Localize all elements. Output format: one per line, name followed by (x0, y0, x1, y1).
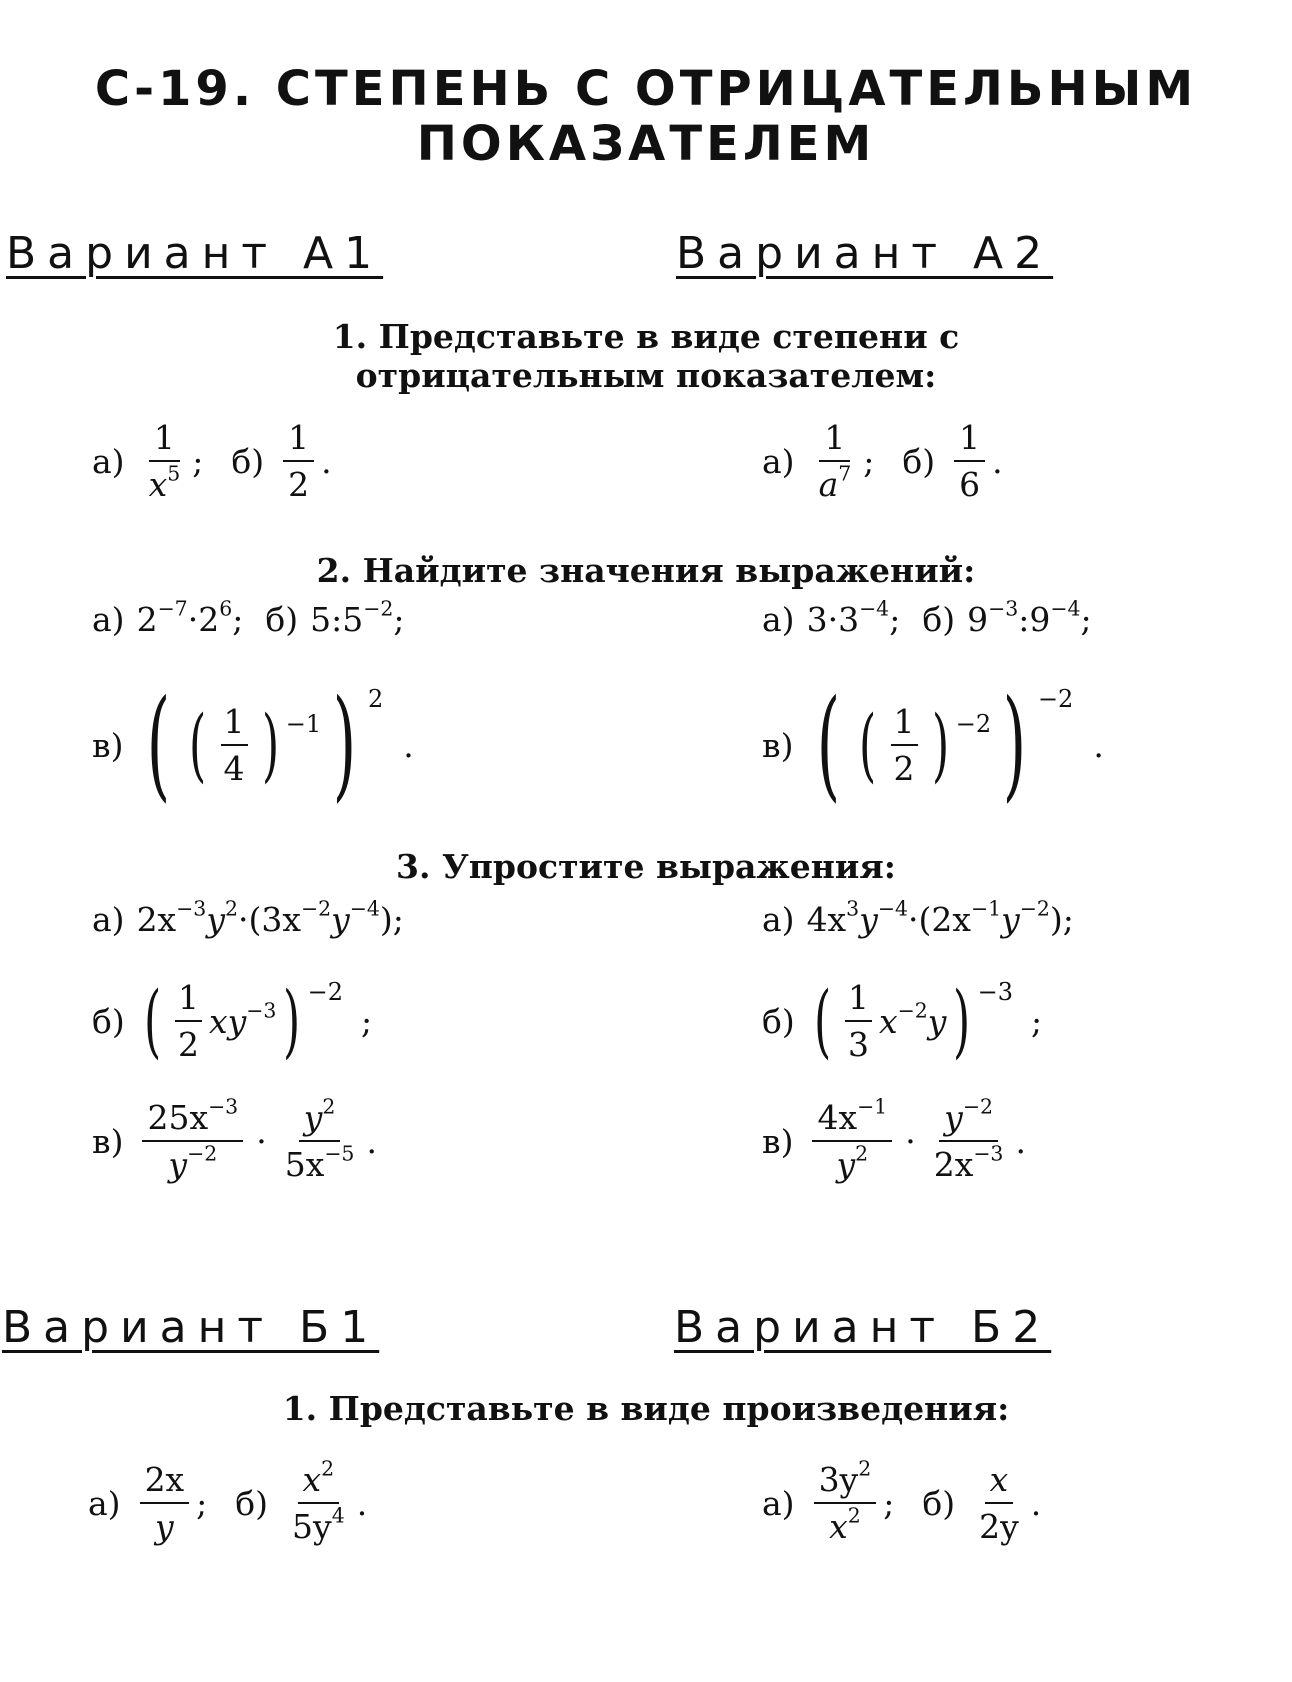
numerator: $y^{-2}$ (939, 1098, 998, 1142)
term: $(2x^{-1}y^{-2})$ (918, 896, 1063, 939)
numerator: $y^2$ (299, 1098, 341, 1142)
dot-operator: · (907, 900, 919, 939)
numerator: 1 (221, 702, 248, 746)
denominator: $5y^4$ (292, 1503, 345, 1546)
a1-task3-b (92, 962, 372, 1080)
numerator: $x^2$ (298, 1460, 340, 1504)
term: 5 (310, 600, 332, 639)
denominator: $y^2$ (836, 1141, 869, 1184)
period: . (1015, 1121, 1026, 1161)
left-paren: ( (813, 974, 831, 1067)
right-paren: ) (931, 698, 949, 791)
task-1-heading (0, 318, 1292, 396)
variant-b1-heading: Вариант Б1 (2, 1302, 380, 1353)
task-1-line-2: отрицательным показателем: (355, 355, 937, 395)
a2-task3-a (762, 896, 1074, 939)
variant-a2-heading: Вариант А2 (676, 228, 1054, 279)
label-a: а) (762, 900, 795, 939)
exponent: −1 (285, 710, 322, 738)
label-b: б) (235, 1483, 269, 1523)
fraction (954, 418, 985, 504)
b2-task1-expression (762, 1456, 1042, 1546)
left-paren: ( (859, 698, 877, 791)
a2-task2-v (762, 670, 1104, 820)
period: . (992, 441, 1003, 481)
fraction (891, 702, 918, 788)
fraction (280, 1094, 360, 1184)
semicolon: ; (889, 600, 901, 639)
numerator: 1 (175, 978, 202, 1022)
fraction (974, 1460, 1024, 1546)
fraction (283, 418, 314, 504)
left-paren: ( (147, 675, 171, 814)
nested-power (135, 675, 384, 814)
semicolon: ; (863, 441, 875, 481)
semicolon: ; (392, 900, 404, 939)
term: $3^{-4}$ (838, 596, 890, 639)
denominator: $x^5$ (148, 461, 181, 504)
semicolon: ; (1062, 900, 1074, 939)
left-paren: ( (143, 974, 161, 1067)
exponent: −2 (1037, 685, 1074, 713)
a1-task1-expression (92, 418, 332, 504)
label-v: в) (92, 725, 124, 765)
label-b: б) (902, 441, 936, 481)
numerator: 2x (140, 1460, 190, 1504)
label-a: а) (92, 441, 125, 481)
term: $xy^{-3}$ (208, 998, 277, 1041)
label-a: а) (88, 1483, 121, 1523)
denominator: $y^{-2}$ (168, 1141, 218, 1184)
term: $(3x^{-2}y^{-4})$ (248, 896, 393, 939)
period: . (1093, 725, 1104, 765)
right-paren: ) (261, 698, 279, 791)
fraction (140, 1460, 190, 1546)
term: $x^{-2}y$ (878, 998, 947, 1041)
dot-operator: · (827, 600, 839, 639)
semicolon: ; (393, 600, 405, 639)
dot-operator: · (256, 1121, 267, 1161)
label-a: а) (92, 600, 125, 639)
dot-operator: · (237, 900, 249, 939)
title-line-1: С-19. СТЕПЕНЬ С ОТРИЦАТЕЛЬНЫМ (94, 61, 1198, 117)
denominator: $x^2$ (829, 1503, 861, 1546)
numerator: 1 (819, 418, 850, 462)
semicolon: ; (883, 1483, 895, 1523)
period: . (321, 441, 332, 481)
denominator: 2 (288, 465, 310, 504)
exponent: −2 (307, 978, 343, 1006)
label-b: б) (92, 1001, 125, 1041)
dot-operator: · (905, 1121, 916, 1161)
semicolon: ; (196, 1483, 208, 1523)
fraction (814, 1456, 877, 1546)
dot-operator: · (187, 600, 199, 639)
denominator: $5x^{-5}$ (284, 1141, 355, 1184)
left-paren: ( (189, 698, 207, 791)
numerator: 1 (845, 978, 872, 1022)
label-b: б) (922, 600, 956, 639)
semicolon: ; (361, 1001, 373, 1041)
fraction (221, 702, 248, 788)
a1-task2-v (92, 670, 414, 820)
variant-b2-heading: Вариант Б2 (674, 1302, 1052, 1353)
b1-task1-expression (88, 1456, 368, 1546)
fraction (142, 1094, 243, 1184)
label-b: б) (231, 441, 265, 481)
right-paren: ) (283, 974, 301, 1067)
exponent: 2 (367, 685, 384, 713)
title-line-2: ПОКАЗАТЕЛЕМ (416, 116, 876, 173)
a1-task3-v (92, 1094, 377, 1184)
label-b: б) (265, 600, 299, 639)
left-paren: ( (817, 675, 841, 814)
term: $4x^3y^{-4}$ (806, 896, 908, 939)
numerator: 1 (149, 418, 180, 462)
label-a: а) (762, 441, 795, 481)
inner-power (182, 698, 322, 791)
period: . (1030, 1483, 1042, 1523)
period: . (403, 725, 414, 765)
term: $2^{-7}$ (136, 596, 188, 639)
a1-task3-a (92, 896, 404, 939)
numerator: x (985, 1460, 1014, 1504)
numerator: $3y^2$ (814, 1460, 877, 1504)
right-paren: ) (953, 974, 971, 1067)
period: . (356, 1483, 368, 1523)
task-1-line-1: 1. Представьте в виде степени с (332, 317, 960, 356)
task-2-heading: 2. Найдите значения выражений: (316, 551, 976, 590)
term: 3 (806, 600, 828, 639)
denominator: $2x^{-3}$ (933, 1141, 1004, 1184)
b-task-1-heading: 1. Представьте в виде произведения: (282, 1389, 1010, 1428)
nested-power (805, 675, 1074, 814)
exponent: −2 (955, 710, 992, 738)
colon-operator: : (1018, 600, 1030, 639)
denominator: 3 (847, 1025, 869, 1064)
label-v: в) (92, 1121, 124, 1161)
denominator: 2 (177, 1025, 199, 1064)
denominator: 2y (979, 1507, 1019, 1546)
semicolon: ; (232, 600, 244, 639)
fraction (144, 418, 186, 504)
term: $2^6$ (198, 596, 233, 639)
term: $2x^{-3}y^2$ (136, 896, 238, 939)
label-a: а) (762, 600, 795, 639)
label-v: в) (762, 725, 794, 765)
period: . (366, 1121, 377, 1161)
semicolon: ; (1080, 600, 1092, 639)
power-group (807, 974, 1013, 1067)
variant-a1-heading: Вариант А1 (6, 228, 384, 279)
right-paren: ) (1002, 675, 1027, 814)
numerator: 1 (954, 418, 985, 462)
fraction (287, 1456, 350, 1546)
fraction (812, 1094, 892, 1184)
a1-task2-ab (92, 596, 405, 639)
label-a: а) (762, 1483, 795, 1523)
semicolon: ; (192, 441, 204, 481)
denominator: 4 (223, 749, 245, 788)
fraction (175, 978, 202, 1064)
a2-task3-b (762, 962, 1042, 1080)
term: $9^{-4}$ (1029, 596, 1081, 639)
label-b: б) (922, 1483, 956, 1523)
right-paren: ) (332, 675, 357, 814)
denominator: y (155, 1507, 174, 1546)
label-b: б) (762, 1001, 795, 1041)
a2-task2-ab (762, 596, 1092, 639)
fraction (929, 1094, 1009, 1184)
colon-operator: : (331, 600, 343, 639)
denominator: 6 (959, 465, 981, 504)
denominator: $a^7$ (818, 461, 852, 504)
numerator: $4x^{-1}$ (812, 1098, 892, 1142)
label-a: а) (92, 900, 125, 939)
fraction (845, 978, 872, 1064)
power-group (137, 974, 343, 1067)
term: $9^{-3}$ (967, 596, 1019, 639)
task-3-heading: 3. Упростите выражения: (396, 847, 896, 886)
semicolon: ; (1031, 1001, 1043, 1041)
fraction (814, 418, 857, 504)
denominator: 2 (893, 749, 915, 788)
term: $5^{-2}$ (342, 596, 394, 639)
numerator: 1 (891, 702, 918, 746)
exponent: −3 (977, 978, 1013, 1006)
numerator: $25x^{-3}$ (142, 1098, 243, 1142)
inner-power (852, 698, 992, 791)
label-v: в) (762, 1121, 794, 1161)
page-title (0, 62, 1292, 172)
a2-task3-v (762, 1094, 1026, 1184)
a2-task1-expression (762, 418, 1003, 504)
numerator: 1 (283, 418, 314, 462)
